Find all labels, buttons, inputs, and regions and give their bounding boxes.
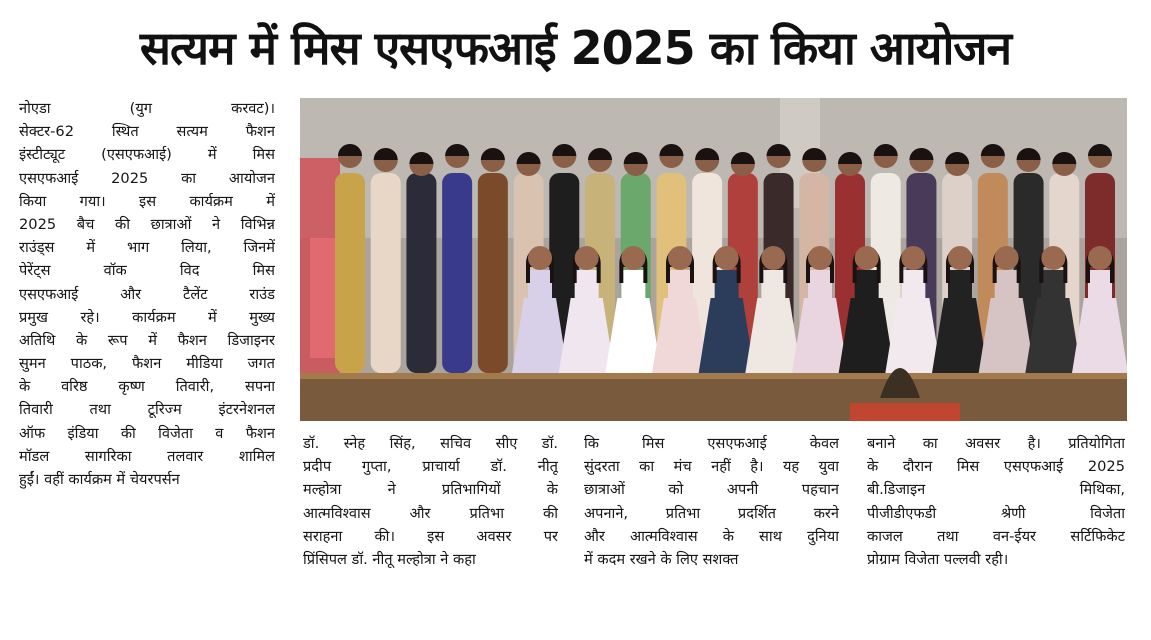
article-line: पीजीडीएफडी श्रेणी विजेता <box>867 504 1125 522</box>
article-line: प्रोग्राम विजेता पल्लवी रही। <box>867 550 1009 568</box>
headline: सत्यम में मिस एसएफआई 2025 का किया आयोजन <box>139 21 1012 75</box>
article-line: हुईं। वहीं कार्यक्रम में चेयरपर्सन <box>19 471 180 488</box>
article-line: इंस्टीट्यूट (एसएफआई) में मिस <box>19 146 275 164</box>
article-line: राउंड्स में भाग लिया, जिनमें <box>19 239 275 257</box>
article-line: मॉडल सागरिका तलवार शामिल <box>19 447 275 465</box>
article-line: और आत्मविश्वास के साथ दुनिया <box>584 527 839 545</box>
article-line: एसएफआई और टैलेंट राउंड <box>19 285 275 303</box>
article-line: 2025 बैच की छात्राओं ने विभिन्न <box>19 215 275 233</box>
article-line: प्रमुख रहे। कार्यक्रम में मुख्य <box>19 308 275 326</box>
article-line: बनाने का अवसर है। प्रतियोगिता <box>867 435 1125 452</box>
article-line: सुमन पाठक, फैशन मीडिया जगत <box>19 355 275 373</box>
article-line: में कदम रखने के लिए सशक्त <box>584 550 739 568</box>
article-column-2 <box>303 432 558 571</box>
article-line: प्रदीप गुप्ता, प्राचार्या डॉ. नीतू <box>303 458 558 476</box>
article-line: के वरिष्ठ कृष्ण तिवारी, सपना <box>19 378 275 396</box>
article-line: छात्राओं को अपनी पहचान <box>584 481 839 499</box>
article-line: ऑफ इंडिया की विजेता व फैशन <box>19 424 275 442</box>
article-line: मल्होत्रा ने प्रतिभागियों के <box>303 481 558 499</box>
article-line: डॉ. स्नेह सिंह, सचिव सीए डॉ. <box>303 435 558 452</box>
article-line: कि मिस एसएफआई केवल <box>584 435 839 452</box>
article-line: काजल तथा वन-ईयर सर्टिफिकेट <box>867 527 1125 545</box>
article-line: प्रिंसिपल डॉ. नीतू मल्होत्रा ने कहा <box>303 550 476 568</box>
article-line: किया गया। इस कार्यक्रम में <box>19 192 275 210</box>
article-line: नोएडा (युग करवट)। <box>19 100 275 117</box>
article-line: सुंदरता का मंच नहीं है। यह युवा <box>584 458 839 476</box>
article-column-1 <box>19 97 275 491</box>
article-column-3 <box>584 432 839 571</box>
article-line: सराहना की। इस अवसर पर <box>303 527 558 545</box>
article-line: आत्मविश्वास और प्रतिभा की <box>303 504 558 522</box>
article-line: एसएफआई 2025 का आयोजन <box>19 169 275 187</box>
article-line: पेरेंट्स वॉक विद मिस <box>19 262 275 280</box>
article-line: अपनाने, प्रतिभा प्रदर्शित करने <box>584 504 839 522</box>
group-photo-illustration <box>300 98 1127 421</box>
article-line: तिवारी तथा टूरिज्म इंटरनेशनल <box>19 401 275 419</box>
article-line: के दौरान मिस एसएफआई 2025 <box>867 458 1125 476</box>
article-column-4 <box>867 432 1125 571</box>
article-line: अतिथि के रूप में फैशन डिजाइनर <box>19 331 275 349</box>
article-line: बी.डिजाइन मिथिका, <box>867 481 1125 499</box>
article-line: सेक्टर-62 स्थित सत्यम फैशन <box>19 123 275 141</box>
group-photo <box>300 98 1127 421</box>
